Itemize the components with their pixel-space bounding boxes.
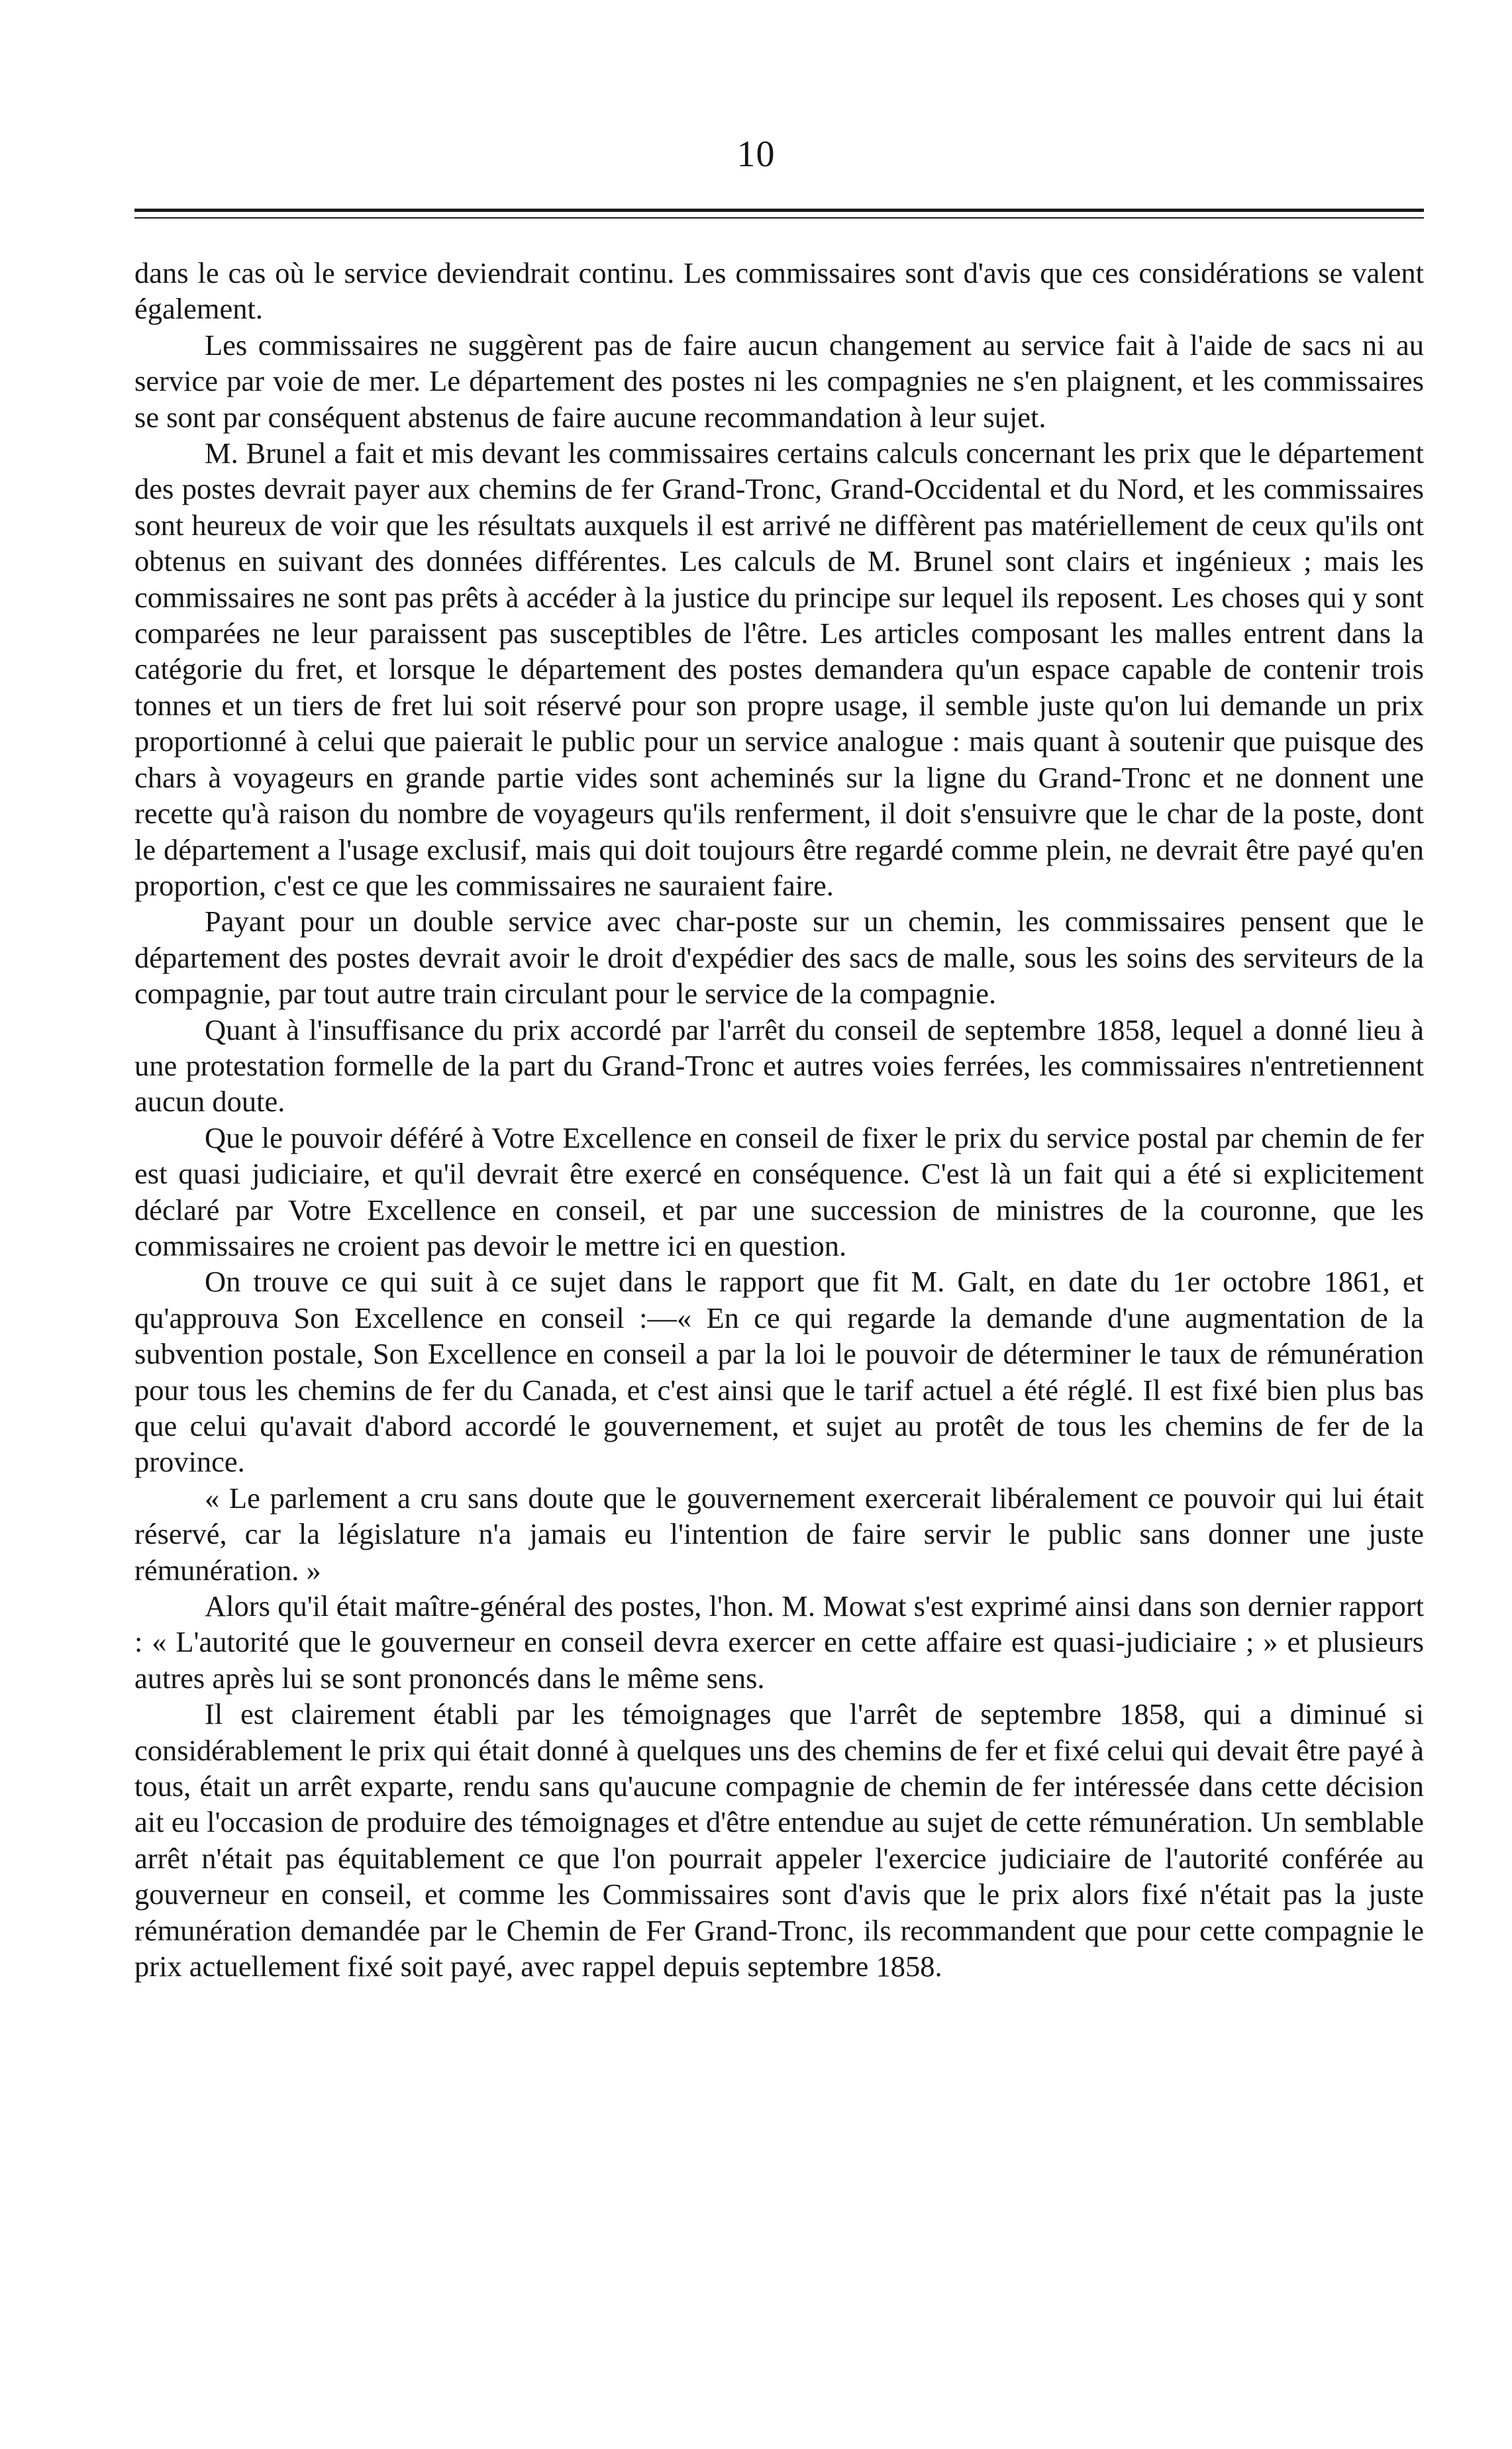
header-rule-thin (134, 217, 1424, 219)
paragraph-continuation: dans le cas où le service deviendrait continu. Les commissaires sont d'avis que ces considérations se valent également. (134, 256, 1424, 326)
paragraph-rapport-galt: On trouve ce qui suit à ce sujet dans le rapport que fit M. Galt, en date du 1er octobre 1861, et qu'approuva Son Excellence en conseil :—« En ce qui regarde la demande d'une augmentation de la subvention postale, Son Excellence en conseil a par la loi le pouvoir de déterminer le taux de rémunération pour tous les chemins de fer du Canada, et c'est ainsi que le tarif actuel a été réglé. Il est fixé bien plus bas que celui qu'avait d'abord accordé le gouvernement, et sujet au protêt de tous les chemins de fer de la province. (134, 1265, 1424, 1479)
paragraph-sacs-service: Les commissaires ne suggèrent pas de faire aucun changement au service fait à l'aide de sacs ni au service par voie de mer. Le département des postes ni les compagnies ne s'en plaignent, et les commissaires se sont par conséquent abstenus de faire aucune recommandation à leur sujet. (134, 328, 1424, 434)
paragraph-parlement-quote: « Le parlement a cru sans doute que le gouvernement exercerait libéralement ce pouvoir qui lui était réservé, car la législature n'a jamais eu l'intention de faire servir le public sans donner une juste rémunération. » (134, 1481, 1424, 1587)
paragraph-brunel-calculs: M. Brunel a fait et mis devant les commissaires certains calculs concernant les prix que le département des postes devrait payer aux chemins de fer Grand-Tronc, Grand-Occidental et du Nord, et les commissaires sont heureux de voir que les résultats auxquels il est arrivé ne diffèrent pas matériellement de ceux qu'ils ont obtenus en suivant des données différentes. Les calculs de M. Brunel sont clairs et ingénieux ; mais les commissaires ne sont pas prêts à accéder à la justice du principe sur lequel ils reposent. Les choses qui y sont comparées ne leur paraissent pas susceptibles de l'être. Les articles composant les malles entrent dans la catégorie du fret, et lorsque le département des postes demandera qu'un espace capable de contenir trois tonnes et un tiers de fret lui soit réservé pour son propre usage, il semble juste qu'on lui demande un prix proportionné à celui que paierait le public pour un service analogue : mais quant à soutenir que puisque des chars à voyageurs en grande partie vides sont acheminés sur la ligne du Grand-Tronc et ne donnent une recette qu'à raison du nombre de voyageurs qu'ils renferment, il doit s'ensuivre que le char de la poste, dont le département a l'usage exclusif, mais qui doit toujours être regardé comme plein, ne devrait être payé qu'en proportion, c'est ce que les commissaires ne sauraient faire. (134, 436, 1424, 902)
header-rule-thick (134, 209, 1424, 212)
paragraph-pouvoir-judiciaire: Que le pouvoir déféré à Votre Excellence en conseil de fixer le prix du service postal par chemin de fer est quasi judiciaire, et qu'il devrait être exercé en conséquence. C'est là un fait qui a été si explicitement déclaré par Votre Excellence en conseil, et par une succession de ministres de la couronne, que les commissaires ne croient pas devoir le mettre ici en question. (134, 1121, 1424, 1262)
paragraph-mowat: Alors qu'il était maître-général des postes, l'hon. M. Mowat s'est exprimé ainsi dans son dernier rapport : « L'autorité que le gouverneur en conseil devra exercer en cette affaire est quasi-judiciaire ; » et plusieurs autres après lui se sont prononcés dans le même sens. (134, 1589, 1424, 1695)
header-rule (134, 209, 1424, 219)
paragraph-double-service: Payant pour un double service avec char-poste sur un chemin, les commissaires pensent que le département des postes devrait avoir le droit d'expédier des sacs de malle, sous les soins des serviteurs de la compagnie, par tout autre train circulant pour le service de la compagnie. (134, 905, 1424, 1011)
paragraph-recommandation: Il est clairement établi par les témoignages que l'arrêt de septembre 1858, qui a diminué si considérablement le prix qui était donné à quelques uns des chemins de fer et fixé celui qui devait être payé à tous, était un arrêt exparte, rendu sans qu'aucune compagnie de chemin de fer intéressée dans cette décision ait eu l'occasion de produire des témoignages et d'être entendue au sujet de cette rémunération. Un semblable arrêt n'était pas équitablement ce que l'on pourrait appeler l'exercice judiciaire de l'autorité conférée au gouverneur en conseil, et comme les Commissaires sont d'avis que le prix alors fixé n'était pas la juste rémunération demandée par le Chemin de Fer Grand-Tronc, ils recommandent que pour cette compagnie le prix actuellement fixé soit payé, avec rappel depuis septembre 1858. (134, 1697, 1424, 1983)
paragraph-insuffisance-prix: Quant à l'insuffisance du prix accordé par l'arrêt du conseil de septembre 1858, lequel a donné lieu à une protestation formelle de la part du Grand-Tronc et autres voies ferrées, les commissaires n'entretiennent aucun doute. (134, 1013, 1424, 1119)
body-text (134, 255, 1424, 1985)
page-number: 10 (736, 134, 776, 175)
